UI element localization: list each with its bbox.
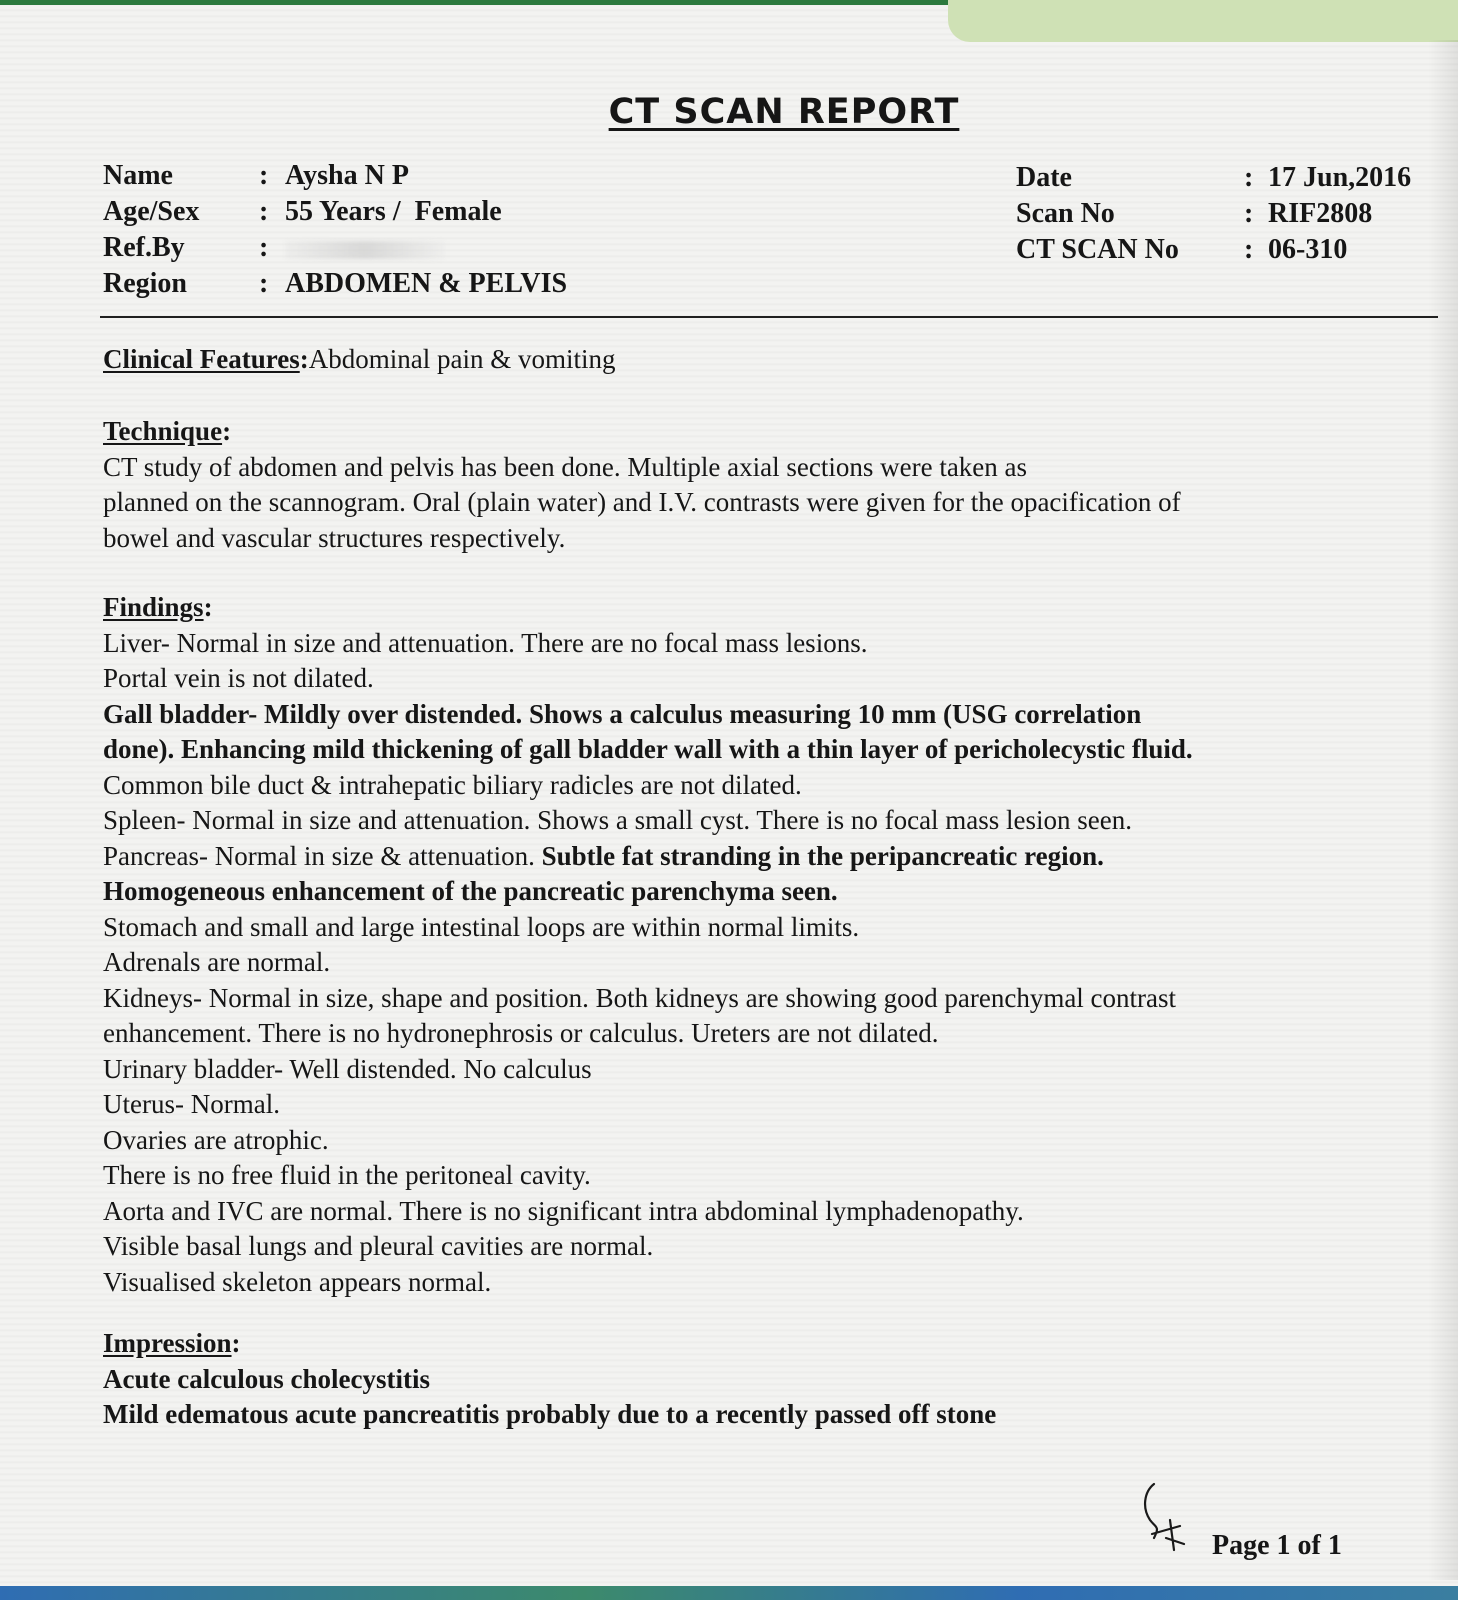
- date-colon: :: [1244, 162, 1254, 193]
- age-sex-colon: :: [259, 196, 269, 227]
- impression-colon: :: [231, 1328, 241, 1358]
- finding-portal-vein: Portal vein is not dilated.: [103, 663, 374, 693]
- finding-bile-duct: Common bile duct & intrahepatic biliary radicles are not dilated.: [103, 769, 802, 800]
- finding-gall-bladder: Gall bladder- Mildly over distended. Shows a calculus measuring 10 mm (USG correlation: [103, 698, 1142, 729]
- finding-liver: Liver- Normal in size and attenuation. There are no focal mass lesions.: [103, 627, 868, 658]
- impression-line: Mild edematous acute pancreatitis probably due to a recently passed off stone: [103, 1399, 997, 1429]
- finding-skeleton: Visualised skeleton appears normal.: [103, 1266, 492, 1297]
- finding-kidneys: Kidneys- Normal in size, shape and position. Both kidneys are showing good parenchymal contrast: [103, 982, 1177, 1013]
- technique-line: bowel and vascular structures respectively.: [103, 522, 566, 553]
- patient-region: ABDOMEN & PELVIS: [285, 268, 568, 299]
- page-number: Page 1 of 1: [1212, 1530, 1342, 1561]
- age-sex-label: Age/Sex: [103, 196, 200, 227]
- finding-gall-bladder-cont: done). Enhancing mild thickening of gall bladder wall with a thin layer of pericholecystic fluid.: [103, 734, 1193, 764]
- impression-heading: Impression: [103, 1328, 232, 1358]
- report-title: CT SCAN REPORT: [608, 92, 960, 132]
- letterhead-tab: [948, 0, 1458, 42]
- finding-aorta: Aorta and IVC are normal. There is no significant intra abdominal lymphadenopathy.: [103, 1195, 1024, 1226]
- patient-age-sex: 55 Years / Female: [285, 196, 502, 227]
- scan-no: RIF2808: [1268, 198, 1373, 229]
- technique-section: [103, 414, 1181, 556]
- ref-by-colon: :: [259, 232, 269, 263]
- clinical-colon: :: [299, 344, 309, 374]
- patient-name: Aysha N P: [285, 160, 409, 191]
- finding-uterus: Uterus- Normal.: [103, 1089, 280, 1119]
- impression-section: [103, 1326, 996, 1433]
- finding-pancreas: [103, 839, 1193, 875]
- finding-stomach: Stomach and small and large intestinal loops are within normal limits.: [103, 911, 860, 942]
- region-colon: :: [259, 268, 269, 299]
- clinical-features: [103, 342, 615, 378]
- bottom-edge-stripe: [0, 1586, 1458, 1600]
- ct-scan-no-label: CT SCAN No: [1016, 234, 1179, 265]
- scan-date: 17 Jun,2016: [1268, 162, 1412, 193]
- ref-by-label: Ref.By: [103, 232, 185, 263]
- scan-no-colon: :: [1244, 198, 1254, 229]
- finding-adrenals: Adrenals are normal.: [103, 947, 331, 977]
- ct-scan-no: 06-310: [1268, 234, 1348, 265]
- clinical-heading: Clinical Features: [103, 344, 300, 374]
- ct-scan-no-colon: :: [1244, 234, 1254, 265]
- findings-colon: :: [203, 592, 213, 622]
- page-shadow: [1428, 40, 1458, 1580]
- scan-no-label: Scan No: [1016, 198, 1115, 229]
- date-label: Date: [1016, 162, 1072, 193]
- finding-ovaries: Ovaries are atrophic.: [103, 1124, 329, 1155]
- region-label: Region: [103, 268, 187, 299]
- impression-line: Acute calculous cholecystitis: [103, 1363, 430, 1394]
- name-colon: :: [259, 160, 269, 191]
- clinical-text: Abdominal pain & vomiting: [308, 344, 616, 374]
- technique-line: CT study of abdomen and pelvis has been done. Multiple axial sections were taken as: [103, 451, 1028, 482]
- pancreas-bold-text: Subtle fat stranding in the peripancreatic region.: [541, 840, 1104, 871]
- finding-spleen: Spleen- Normal in size and attenuation. Shows a small cyst. There is no focal mass lesion seen.: [103, 805, 1133, 835]
- pancreas-normal-text: Pancreas- Normal in size & attenuation.: [103, 840, 542, 871]
- technique-heading: Technique: [103, 416, 223, 446]
- header-divider: [100, 316, 1438, 318]
- finding-lungs: Visible basal lungs and pleural cavities are normal.: [103, 1231, 654, 1261]
- technique-line: planned on the scannogram. Oral (plain water) and I.V. contrasts were given for the opacification of: [103, 487, 1181, 517]
- signature-icon: [1140, 1480, 1200, 1552]
- findings-section: [103, 590, 1193, 1300]
- findings-heading: Findings: [103, 592, 204, 622]
- finding-kidneys-cont: enhancement. There is no hydronephrosis or calculus. Ureters are not dilated.: [103, 1018, 939, 1048]
- finding-free-fluid: There is no free fluid in the peritoneal cavity.: [103, 1160, 591, 1190]
- finding-pancreas-cont: Homogeneous enhancement of the pancreatic parenchyma seen.: [103, 876, 838, 906]
- name-label: Name: [103, 160, 173, 191]
- technique-colon: :: [222, 416, 232, 446]
- finding-urinary-bladder: Urinary bladder- Well distended. No calculus: [103, 1053, 592, 1084]
- ref-by-redacted: [285, 232, 445, 264]
